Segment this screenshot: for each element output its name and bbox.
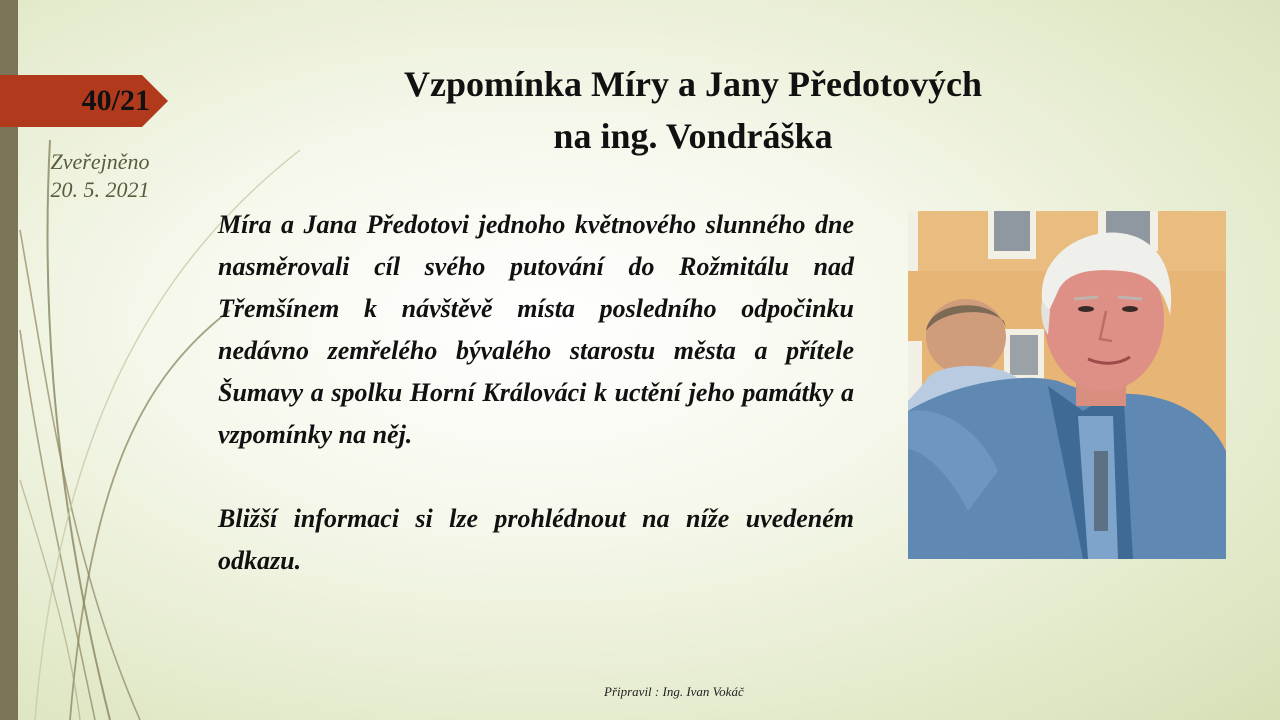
portrait-illustration xyxy=(908,211,1226,559)
page-title xyxy=(300,58,1086,162)
body-paragraph-2: Bližší informaci si lze prohlédnout na níže uvedeném odkazu. xyxy=(218,504,854,575)
published-info xyxy=(30,148,170,204)
body-paragraph-1: Míra a Jana Předotovi jednoho květnového slunného dne nasměrovali cíl svého putování do Rožmitálu nad Třemšínem k návštěvě místa posledního odpočinku nedávno zemřelého bývalého starostu města a přítele Šumavy a spolku Horní Králováci k uctění jeho památky a vzpomínky na něj. xyxy=(218,210,854,449)
credit-text: Připravil : Ing. Ivan Vokáč xyxy=(604,684,744,699)
slide-number: 40/21 xyxy=(81,84,150,117)
body-text xyxy=(218,204,854,582)
portrait-photo xyxy=(908,211,1226,559)
published-date: 20. 5. 2021 xyxy=(50,177,150,202)
title-line-1: Vzpomínka Míry a Jany Předotových xyxy=(404,64,982,104)
title-line-2: na ing. Vondráška xyxy=(553,116,833,156)
slide-number-badge xyxy=(0,75,168,127)
published-label: Zveřejněno xyxy=(50,149,150,174)
